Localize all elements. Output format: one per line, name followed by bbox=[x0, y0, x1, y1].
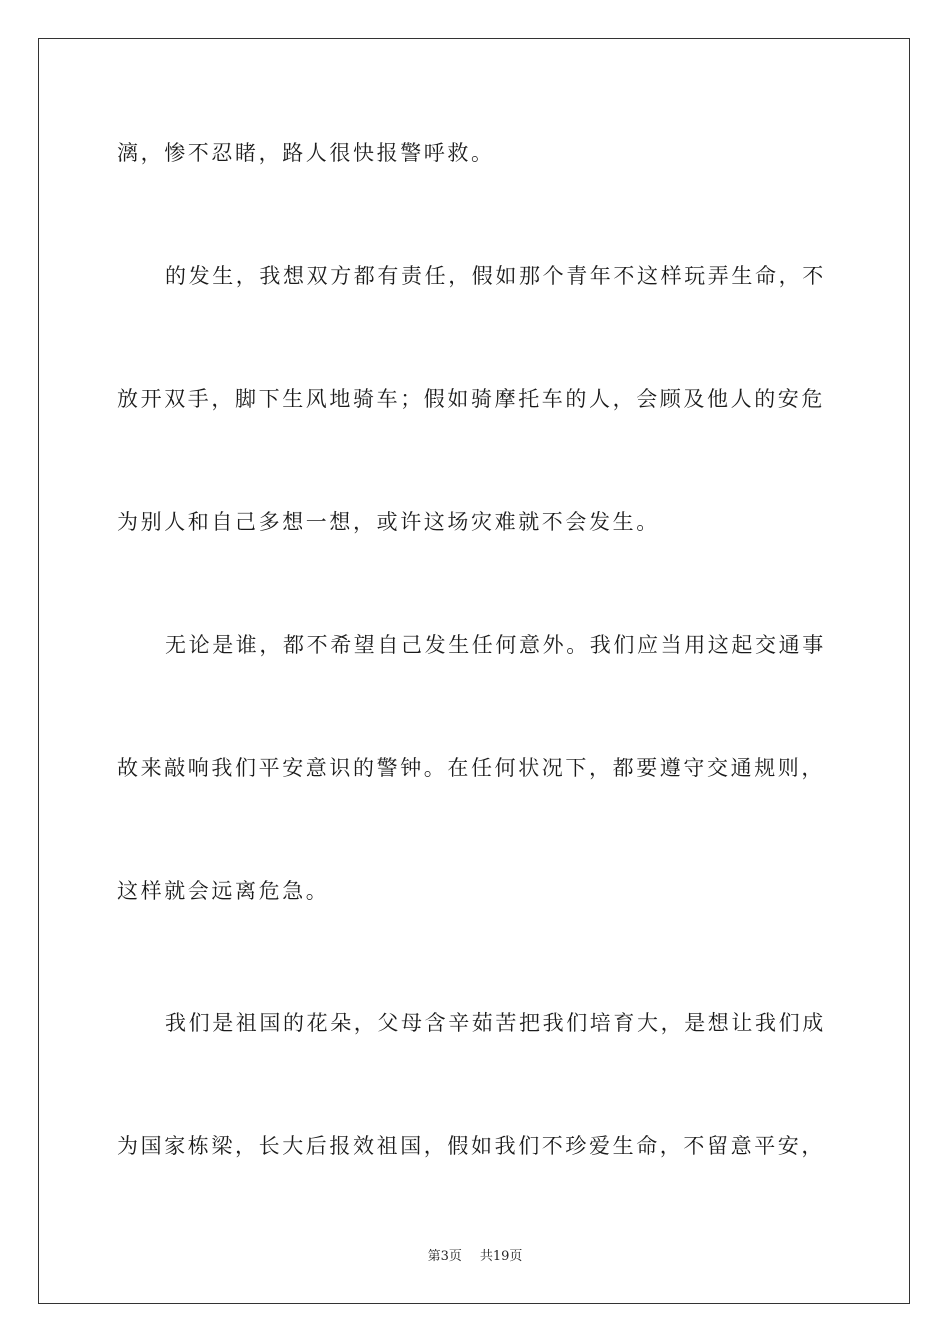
text-line: 的发生，我想双方都有责任，假如那个青年不这样玩弄生命，不 bbox=[165, 264, 826, 288]
text-line: 这样就会远离危急。 bbox=[117, 879, 330, 903]
text-line: 为别人和自己多想一想，或许这场灾难就不会发生。 bbox=[117, 510, 660, 534]
text-line: 我们是祖国的花朵，父母含辛茹苦把我们培育大，是想让我们成 bbox=[165, 1011, 826, 1035]
text-line: 无论是谁，都不希望自己发生任何意外。我们应当用这起交通事 bbox=[165, 633, 826, 657]
page-footer bbox=[0, 1248, 950, 1266]
text-line: 为国家栋梁，长大后报效祖国，假如我们不珍爱生命，不留意平安， bbox=[117, 1134, 825, 1158]
text-line: 故来敲响我们平安意识的警钟。在任何状况下，都要遵守交通规则， bbox=[117, 756, 825, 780]
page-frame bbox=[38, 38, 910, 1304]
page-number: 第3页 bbox=[427, 1249, 462, 1264]
total-pages: 共19页 bbox=[479, 1249, 523, 1264]
text-line: 漓，惨不忍睹，路人很快报警呼救。 bbox=[117, 141, 495, 165]
text-line: 放开双手，脚下生风地骑车；假如骑摩托车的人，会顾及他人的安危 bbox=[117, 387, 825, 411]
